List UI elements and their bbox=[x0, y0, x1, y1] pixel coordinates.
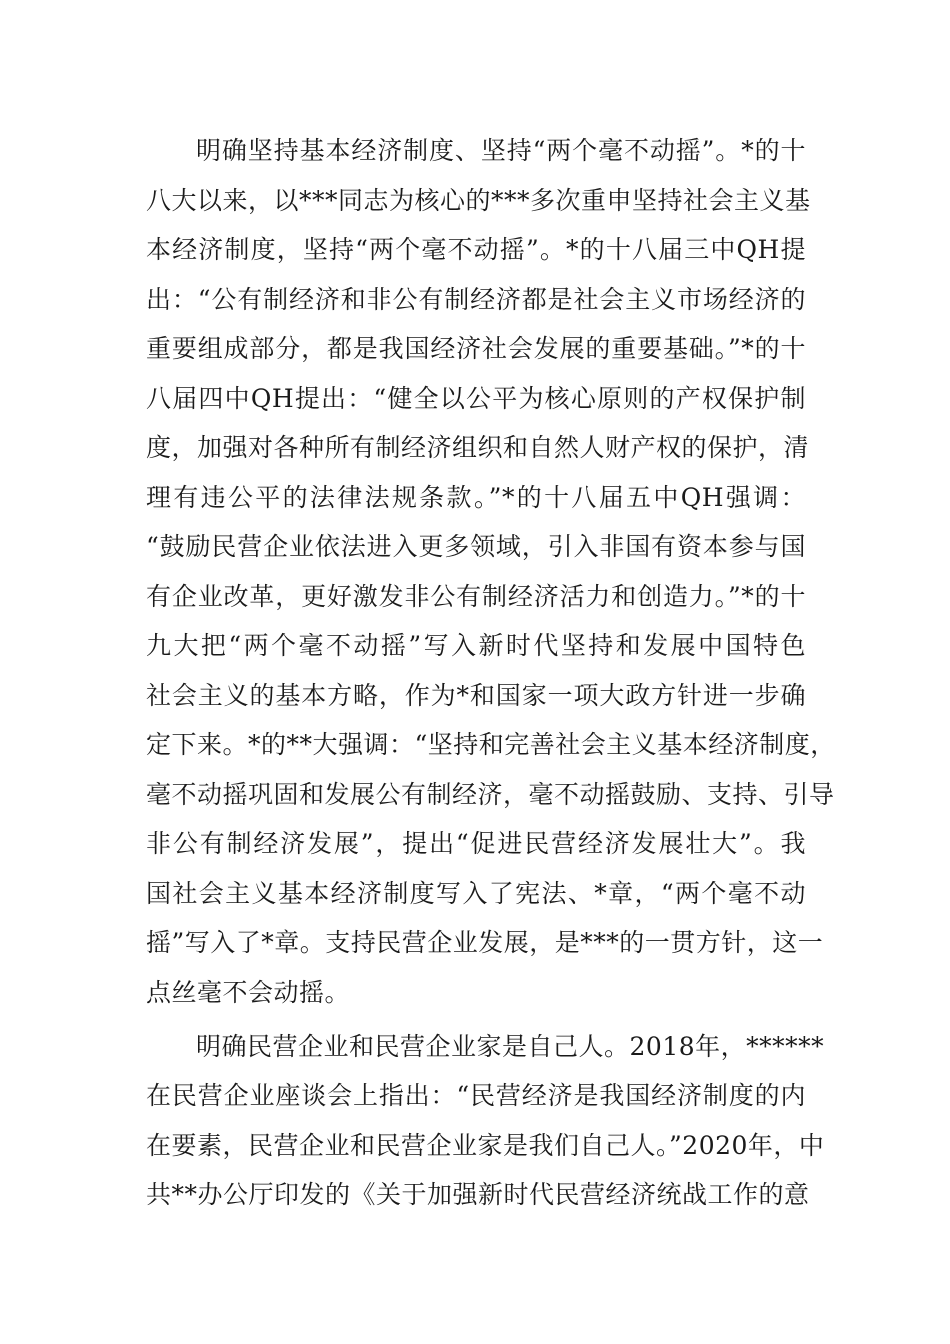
text-line: 八大以来，以***同志为核心的***多次重申坚持社会主义基 bbox=[146, 186, 811, 215]
text-line: 明确民营企业和民营企业家是自己人。2018年，****** bbox=[196, 1032, 825, 1061]
text-line: 度，加强对各种所有制经济组织和自然人财产权的保护，清 bbox=[146, 433, 810, 462]
text-line: 有企业改革，更好激发非公有制经济活力和创造力。”*的十 bbox=[146, 582, 806, 611]
text-line: 国社会主义基本经济制度写入了宪法、*章，“两个毫不动 bbox=[146, 879, 806, 908]
text-line: “鼓励民营企业依法进入更多领域，引入非国有资本参与国 bbox=[146, 532, 806, 561]
text-line: 八届四中QH提出：“健全以公平为核心原则的产权保护制 bbox=[146, 384, 806, 413]
text-line: 理有违公平的法律法规条款。”*的十八届五中QH强调： bbox=[146, 483, 806, 512]
text-line: 摇”写入了*章。支持民营企业发展，是***的一贯方针，这一 bbox=[146, 928, 824, 957]
text-line: 九大把“两个毫不动摇”写入新时代坚持和发展中国特色 bbox=[146, 631, 806, 660]
text-line: 社会主义的基本方略，作为*和国家一项大政方针进一步确 bbox=[146, 681, 806, 710]
text-line: 毫不动摇巩固和发展公有制经济，毫不动摇鼓励、支持、引导 bbox=[146, 780, 835, 809]
text-line: 定下来。*的**大强调：“坚持和完善社会主义基本经济制度， bbox=[146, 730, 836, 759]
text-line: 共**办公厅印发的《关于加强新时代民营经济统战工作的意 bbox=[146, 1180, 810, 1209]
text-line: 本经济制度，坚持“两个毫不动摇”。*的十八届三中QH提 bbox=[146, 235, 806, 264]
text-line: 出：“公有制经济和非公有制经济都是社会主义市场经济的 bbox=[146, 285, 806, 314]
text-line: 在要素，民营企业和民营企业家是我们自己人。”2020年，中 bbox=[146, 1131, 825, 1160]
text-line: 明确坚持基本经济制度、坚持“两个毫不动摇”。*的十 bbox=[196, 136, 806, 165]
text-line: 重要组成部分，都是我国经济社会发展的重要基础。”*的十 bbox=[146, 334, 806, 363]
text-line: 非公有制经济发展”，提出“促进民营经济发展壮大”。我 bbox=[146, 829, 806, 858]
text-line: 在民营企业座谈会上指出：“民营经济是我国经济制度的内 bbox=[146, 1081, 806, 1110]
text-line: 点丝毫不会动摇。 bbox=[146, 978, 351, 1007]
